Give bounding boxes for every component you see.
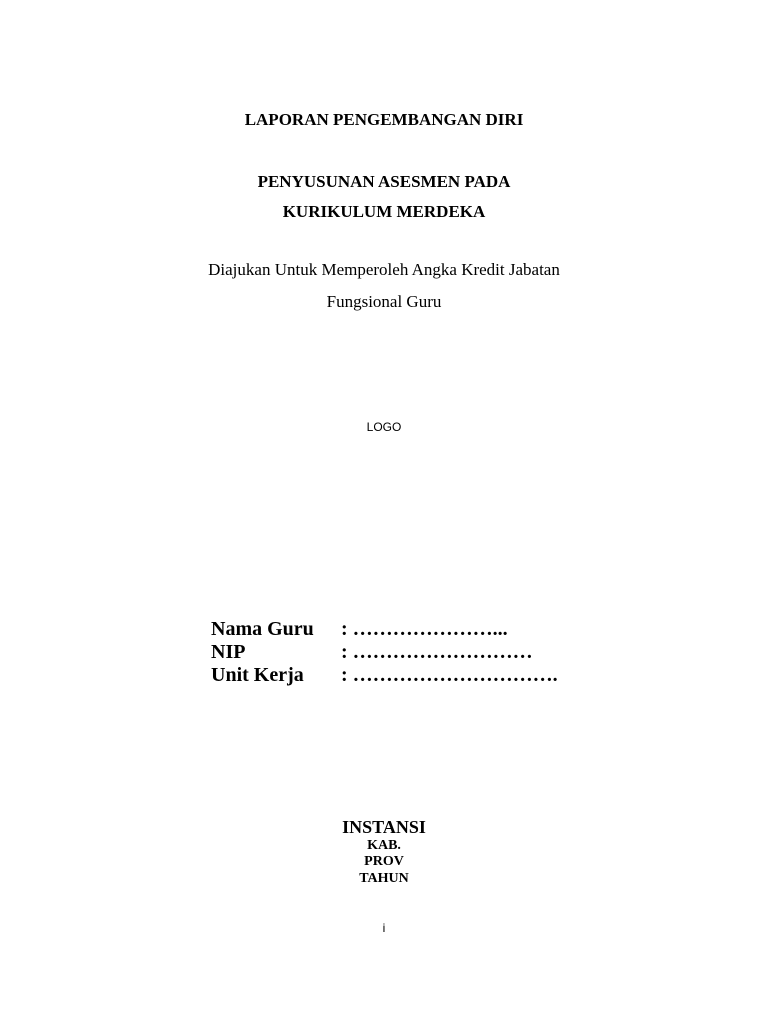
teacher-name-value: : …………………... [341,618,508,640]
year-label: TAHUN [359,871,409,886]
purpose-line-2: Fungsional Guru [326,292,442,311]
institution-name: INSTANSI [342,817,426,837]
report-subtitle-line-1: PENYUSUNAN ASESMEN PADA [257,172,511,191]
work-unit-value: : …………………………. [341,664,558,686]
report-title: LAPORAN PENGEMBANGAN DIRI [244,110,524,129]
page-number: i [382,921,386,935]
purpose-line-1: Diajukan Untuk Memperoleh Angka Kredit Jabatan [208,260,560,279]
teacher-name-label: Nama Guru [211,618,314,640]
regency-label: KAB. [367,838,401,853]
logo-placeholder: LOGO [366,420,402,434]
work-unit-label: Unit Kerja [211,664,304,686]
nip-value: : ……………………… [341,641,533,663]
nip-label: NIP [211,641,246,663]
province-label: PROV [364,854,404,869]
report-subtitle-line-2: KURIKULUM MERDEKA [282,202,486,221]
